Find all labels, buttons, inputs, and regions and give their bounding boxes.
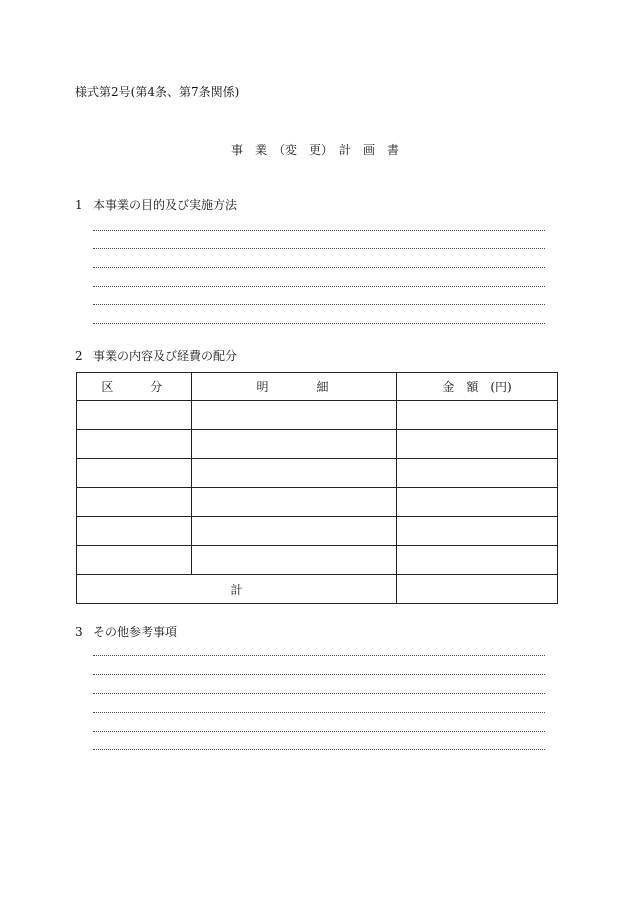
category-cell[interactable] [77, 401, 192, 430]
amount-cell[interactable] [397, 401, 558, 430]
column-header-details: 明 細 [192, 373, 397, 401]
form-number: 様式第2号(第4条、第7条関係) [75, 85, 240, 99]
category-cell[interactable] [77, 430, 192, 459]
total-row [77, 575, 558, 604]
category-cell[interactable] [77, 459, 192, 488]
section-label: その他参考事項 [93, 625, 178, 639]
section-3-heading [75, 624, 395, 640]
category-cell[interactable] [77, 517, 192, 546]
writing-line[interactable] [93, 248, 545, 249]
section-1-heading [75, 197, 395, 213]
section-number: 1 [75, 198, 83, 212]
total-amount-cell[interactable] [397, 575, 558, 604]
details-cell[interactable] [192, 430, 397, 459]
writing-line[interactable] [93, 304, 545, 305]
column-header-category: 区 分 [77, 373, 192, 401]
table-row [77, 430, 558, 459]
writing-line[interactable] [93, 323, 545, 324]
writing-line[interactable] [93, 712, 545, 713]
amount-cell[interactable] [397, 488, 558, 517]
details-cell[interactable] [192, 517, 397, 546]
table-row [77, 401, 558, 430]
writing-line[interactable] [93, 655, 545, 656]
details-cell[interactable] [192, 488, 397, 517]
amount-cell[interactable] [397, 459, 558, 488]
table-row [77, 459, 558, 488]
writing-line[interactable] [93, 693, 545, 694]
amount-cell[interactable] [397, 430, 558, 459]
expense-table [76, 372, 558, 604]
writing-line[interactable] [93, 286, 545, 287]
table-row [77, 546, 558, 575]
table-row [77, 488, 558, 517]
writing-line[interactable] [93, 230, 545, 231]
document-title: 事 業 （変 更） 計 画 書 [230, 143, 399, 157]
writing-line[interactable] [93, 731, 545, 732]
section-number: 3 [75, 625, 83, 639]
section-label: 本事業の目的及び実施方法 [93, 198, 238, 212]
table-row [77, 517, 558, 546]
table-header-row [77, 373, 558, 401]
writing-line[interactable] [93, 749, 545, 750]
section-label: 事業の内容及び経費の配分 [93, 349, 238, 363]
category-cell[interactable] [77, 488, 192, 517]
column-header-amount: 金 額 (円) [397, 373, 558, 401]
writing-line[interactable] [93, 674, 545, 675]
section-number: 2 [75, 349, 83, 363]
writing-line[interactable] [93, 267, 545, 268]
details-cell[interactable] [192, 401, 397, 430]
amount-cell[interactable] [397, 517, 558, 546]
details-cell[interactable] [192, 459, 397, 488]
section-2-heading [75, 348, 395, 364]
details-cell[interactable] [192, 546, 397, 575]
amount-cell[interactable] [397, 546, 558, 575]
category-cell[interactable] [77, 546, 192, 575]
total-label: 計 [77, 575, 397, 604]
